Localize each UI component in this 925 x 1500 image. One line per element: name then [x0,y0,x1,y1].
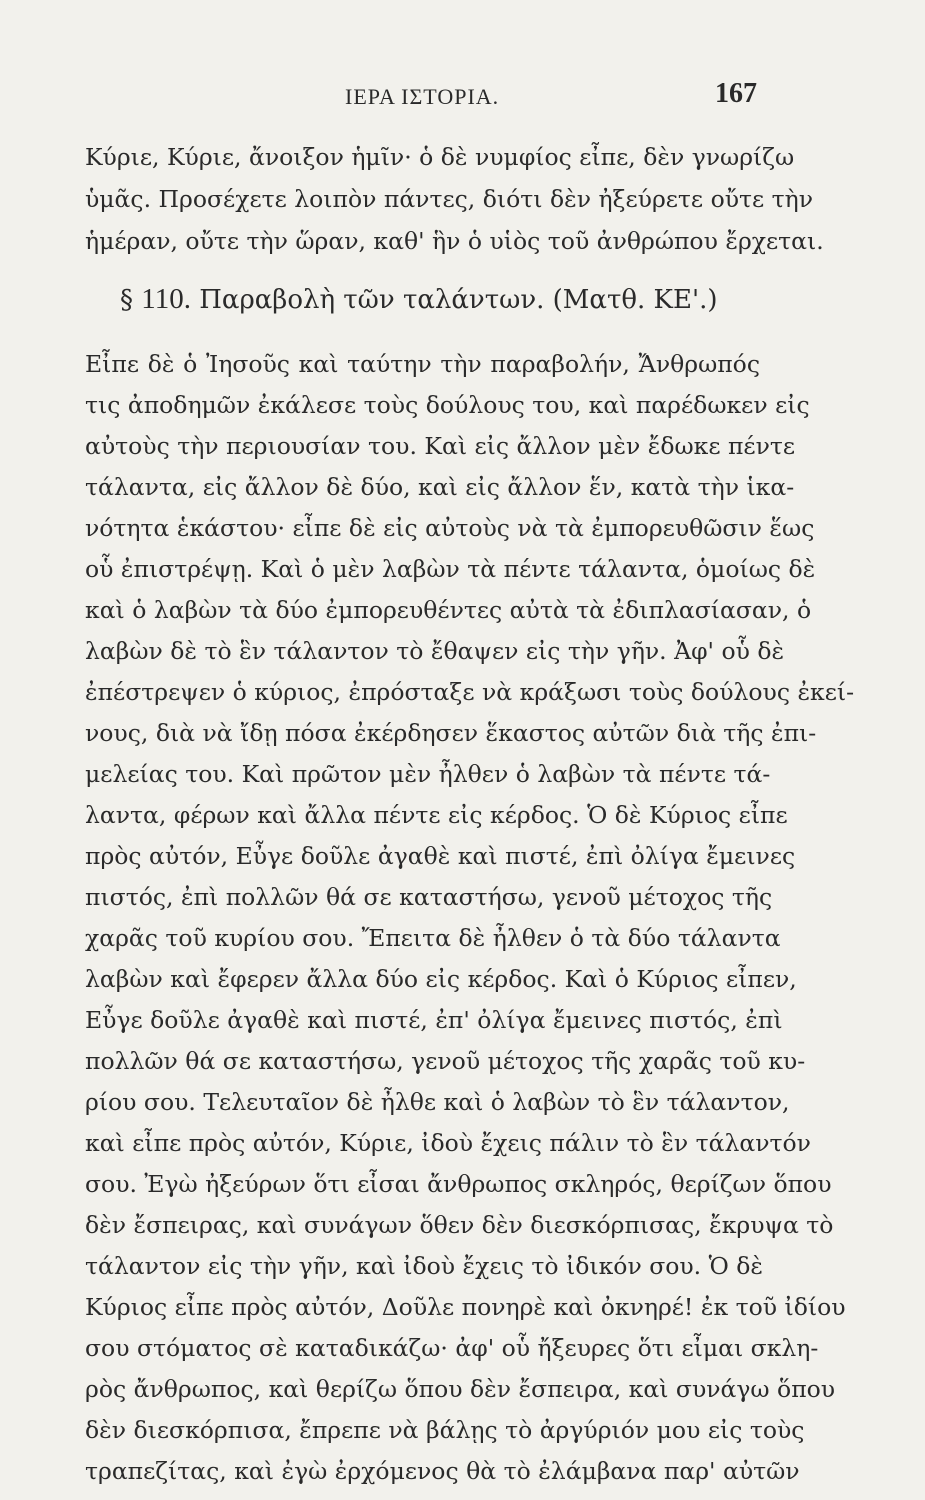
section-number: 110. [141,283,191,315]
text-line: τάλαντον εἰς τὴν γῆν, καὶ ἰδοὺ ἔχεις τὸ ἰδικόν σου. Ὁ δὲ [85,1252,764,1280]
text-line: ἡμέραν, οὔτε τὴν ὥραν, καθ' ἣν ὁ υἱὸς τοῦ ἀνθρώπου ἔρχεται. [85,227,824,255]
text-line: τραπεζίτας, καὶ ἐγὼ ἐρχόμενος θὰ τὸ ἐλάμβανα παρ' αὐτῶν [85,1457,800,1485]
text-line: οὗ ἐπιστρέψῃ. Καὶ ὁ μὲν λαβὼν τὰ πέντε τάλαντα, ὁμοίως δὲ [85,555,816,583]
section-title: Παραβολὴ τῶν ταλάντων. (Ματθ. ΚΕ'.) [199,285,718,315]
text-line: Εἶπε δὲ ὁ Ἰησοῦς καὶ ταύτην τὴν παραβολήν, Ἄνθρωπός [85,350,760,378]
text-line: πολλῶν θά σε καταστήσω, γενοῦ μέτοχος τῆς χαρᾶς τοῦ κυ- [85,1047,806,1075]
text-line: δὲν ἔσπειρας, καὶ συνάγων ὅθεν δὲν διεσκόρπισας, ἔκρυψα τὸ [85,1211,834,1239]
text-line: χαρᾶς τοῦ κυρίου σου. Ἔπειτα δὲ ἦλθεν ὁ τὰ δύο τάλαντα [85,924,781,952]
text-line: σου. Ἐγὼ ἠξεύρων ὅτι εἶσαι ἄνθρωπος σκληρός, θερίζων ὅπου [85,1170,832,1198]
running-title: ΙΕΡΑ ΙΣΤΟΡΙΑ. [345,84,500,109]
text-line: νότητα ἑκάστου· εἶπε δὲ εἰς αὐτοὺς νὰ τὰ ἐμπορευθῶσιν ἕως [85,514,815,542]
text-line: λαντα, φέρων καὶ ἄλλα πέντε εἰς κέρδος. Ὁ δὲ Κύριος εἶπε [85,801,788,829]
text-line: σου στόματος σὲ καταδικάζω· ἀφ' οὗ ἤξευρες ὅτι εἶμαι σκλη- [85,1334,819,1362]
text-line: ρὸς ἄνθρωπος, καὶ θερίζω ὅπου δὲν ἔσπειρα, καὶ συνάγω ὅπου [85,1375,836,1403]
page-number: 167 [715,78,757,109]
text-line: λαβὼν καὶ ἔφερεν ἄλλα δύο εἰς κέρδος. Καὶ ὁ Κύριος εἶπεν, [85,965,797,993]
text-line: ὑμᾶς. Προσέχετε λοιπὸν πάντες, διότι δὲν ἠξεύρετε οὔτε τὴν [85,185,814,213]
text-line: Κύριε, Κύριε, ἄνοιξον ἡμῖν· ὁ δὲ νυμφίος εἶπε, δὲν γνωρίζω [85,143,795,171]
text-line: Κύριος εἶπε πρὸς αὐτόν, Δοῦλε πονηρὲ καὶ ὀκνηρέ! ἐκ τοῦ ἰδίου [85,1293,846,1321]
text-line: αὐτοὺς τὴν περιουσίαν του. Καὶ εἰς ἄλλον μὲν ἔδωκε πέντε [85,432,796,460]
text-line: νους, διὰ νὰ ἴδῃ πόσα ἐκέρδησεν ἕκαστος αὐτῶν διὰ τῆς ἐπι- [85,719,817,747]
section-heading [120,283,718,316]
section-sign: § [120,285,133,315]
text-line: ἐπέστρεψεν ὁ κύριος, ἐπρόσταξε νὰ κράξωσι τοὺς δούλους ἐκεί- [85,678,855,706]
text-line: τάλαντα, εἰς ἄλλον δὲ δύο, καὶ εἰς ἄλλον ἕν, κατὰ τὴν ἱκα- [85,473,795,501]
page-header [85,78,765,124]
text-line: πρὸς αὐτόν, Εὖγε δοῦλε ἀγαθὲ καὶ πιστέ, ἐπὶ ὀλίγα ἔμεινες [85,842,796,870]
text-line: πιστός, ἐπὶ πολλῶν θά σε καταστήσω, γενοῦ μέτοχος τῆς [85,883,773,911]
text-line: δὲν διεσκόρπισα, ἔπρεπε νὰ βάλῃς τὸ ἀργύριόν μου εἰς τοὺς [85,1416,805,1444]
text-line: λαβὼν δὲ τὸ ἓν τάλαντον τὸ ἔθαψεν εἰς τὴν γῆν. Ἀφ' οὗ δὲ [85,637,785,665]
text-line: καὶ εἶπε πρὸς αὐτόν, Κύριε, ἰδοὺ ἔχεις πάλιν τὸ ἓν τάλαντόν [85,1129,811,1157]
text-line: ρίου σου. Τελευταῖον δὲ ἦλθε καὶ ὁ λαβὼν τὸ ἓν τάλαντον, [85,1088,790,1116]
text-line: μελείας του. Καὶ πρῶτον μὲν ἦλθεν ὁ λαβὼν τὰ πέντε τά- [85,760,771,788]
text-line: Εὖγε δοῦλε ἀγαθὲ καὶ πιστέ, ἐπ' ὀλίγα ἔμεινες πιστός, ἐπὶ [85,1006,783,1034]
text-line: τις ἀποδημῶν ἐκάλεσε τοὺς δούλους του, καὶ παρέδωκεν εἰς [85,391,810,419]
text-line: καὶ ὁ λαβὼν τὰ δύο ἐμπορευθέντες αὐτὰ τὰ ἐδιπλασίασαν, ὁ [85,596,812,624]
